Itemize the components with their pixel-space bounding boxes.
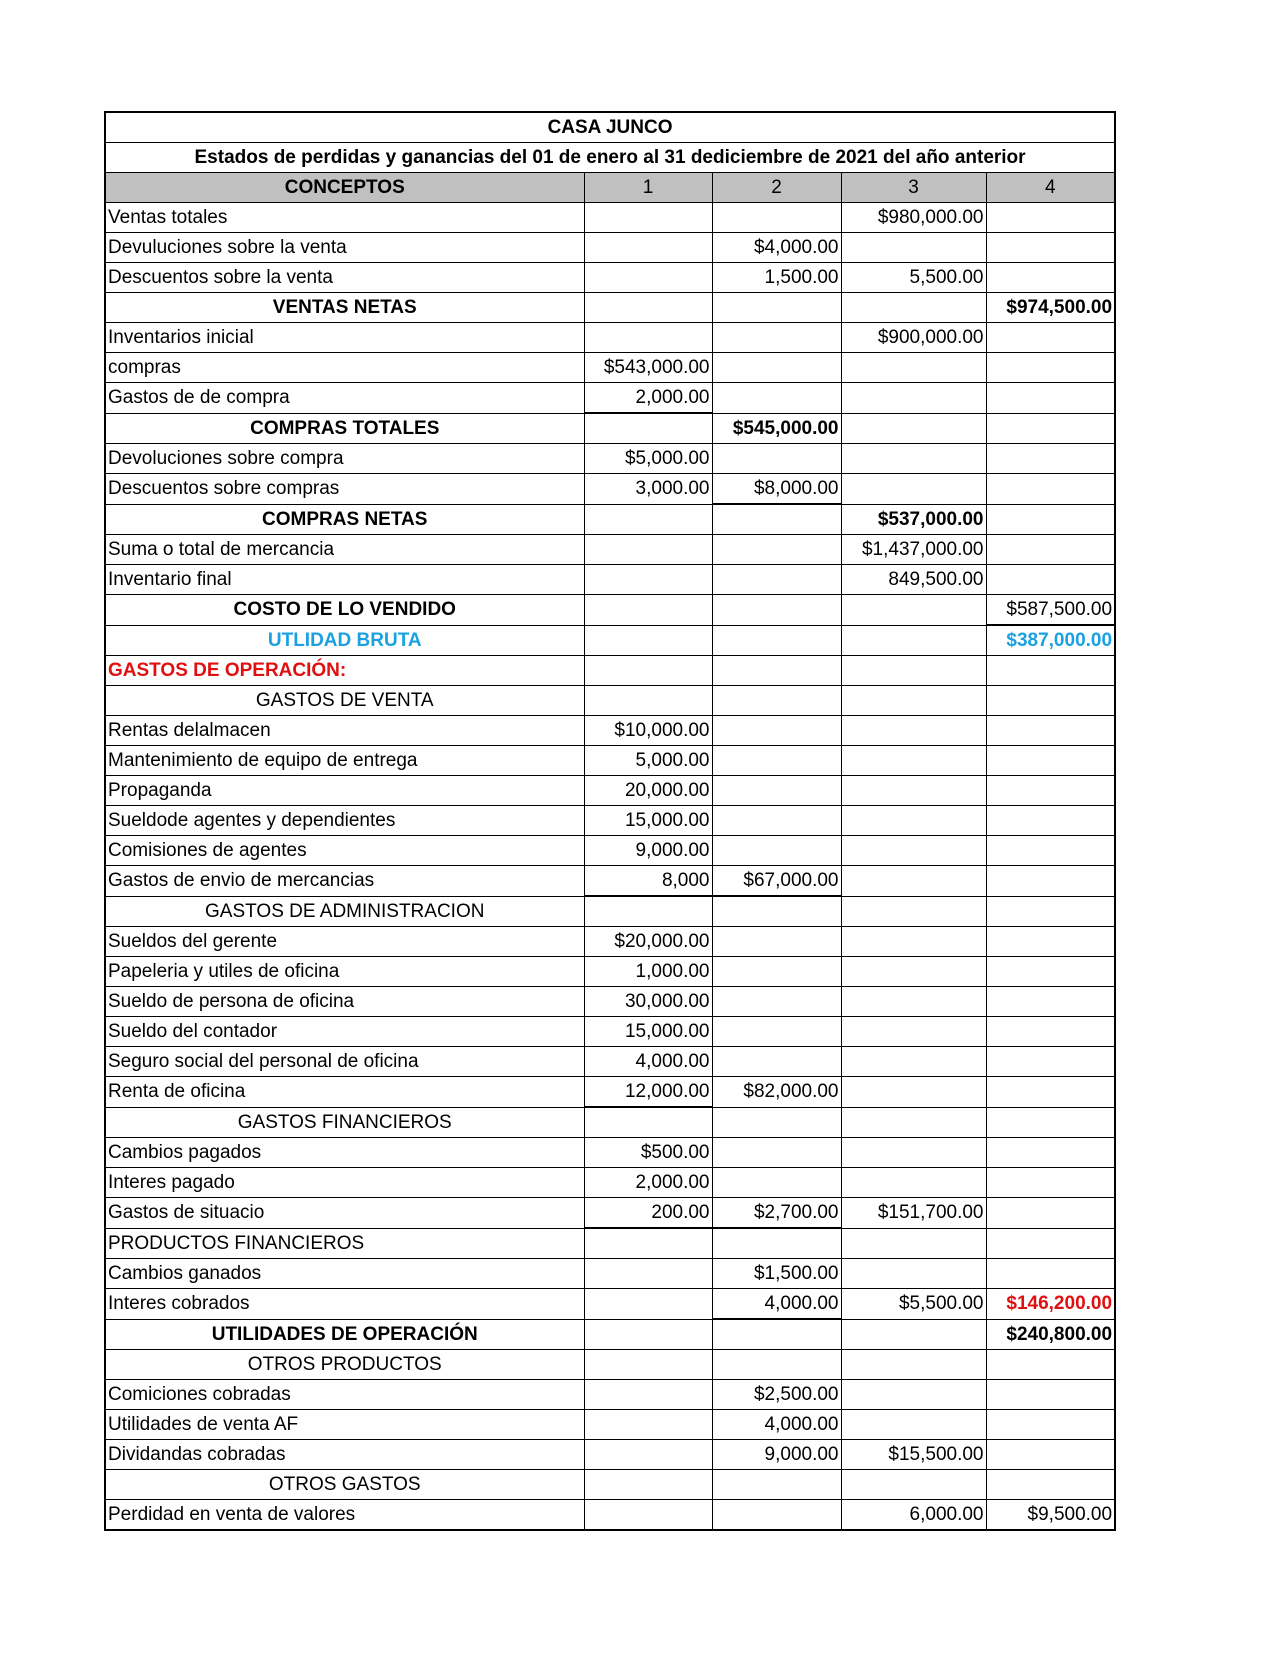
- amount-cell-col1[interactable]: $20,000.00: [584, 927, 712, 957]
- table-row: [105, 1470, 1115, 1500]
- concept-cell[interactable]: COSTO DE LO VENDIDO: [105, 595, 584, 626]
- amount-cell-col3[interactable]: [841, 927, 986, 957]
- concept-cell[interactable]: COMPRAS TOTALES: [105, 413, 584, 444]
- amount-cell-col1[interactable]: 2,000.00: [584, 1168, 712, 1198]
- amount-cell-col2[interactable]: $4,000.00: [712, 233, 841, 263]
- table-row: [105, 1077, 1115, 1108]
- table-row: [105, 1017, 1115, 1047]
- amount-cell-col1[interactable]: 20,000.00: [584, 776, 712, 806]
- table-row: [105, 866, 1115, 897]
- concept-cell[interactable]: Sueldo de persona de oficina: [105, 987, 584, 1017]
- table-row: [105, 353, 1115, 383]
- concept-cell[interactable]: OTROS PRODUCTOS: [105, 1350, 584, 1380]
- table-row: [105, 836, 1115, 866]
- table-row: [105, 1138, 1115, 1168]
- table-row: [105, 1228, 1115, 1259]
- amount-cell-col2[interactable]: [712, 383, 841, 414]
- column-header-4[interactable]: 4: [986, 173, 1115, 203]
- amount-cell-col4[interactable]: [986, 474, 1115, 505]
- amount-cell-col4[interactable]: [986, 927, 1115, 957]
- table-row: [105, 203, 1115, 233]
- table-row: [105, 1289, 1115, 1320]
- amount-cell-col2[interactable]: $2,500.00: [712, 1380, 841, 1410]
- table-row: [105, 686, 1115, 716]
- amount-cell-col4[interactable]: [986, 1410, 1115, 1440]
- column-header-2[interactable]: 2: [712, 173, 841, 203]
- amount-cell-col3[interactable]: [841, 776, 986, 806]
- table-row: [105, 293, 1115, 323]
- amount-cell-col2[interactable]: [712, 203, 841, 233]
- amount-cell-col3[interactable]: [841, 444, 986, 474]
- amount-cell-col4[interactable]: [986, 746, 1115, 776]
- column-header-conceptos[interactable]: CONCEPTOS: [105, 173, 584, 203]
- table-row: [105, 1410, 1115, 1440]
- amount-cell-col2[interactable]: [712, 1047, 841, 1077]
- amount-cell-col2[interactable]: [712, 293, 841, 323]
- amount-cell-col2[interactable]: [712, 565, 841, 595]
- amount-cell-col4[interactable]: [986, 1138, 1115, 1168]
- amount-cell-col2[interactable]: [712, 444, 841, 474]
- amount-cell-col1[interactable]: [584, 535, 712, 565]
- amount-cell-col3[interactable]: [841, 625, 986, 656]
- amount-cell-col2[interactable]: $67,000.00: [712, 866, 841, 897]
- amount-cell-col4[interactable]: [986, 716, 1115, 746]
- concept-cell[interactable]: Utilidades de venta AF: [105, 1410, 584, 1440]
- amount-cell-col1[interactable]: 15,000.00: [584, 806, 712, 836]
- amount-cell-col4[interactable]: [986, 1259, 1115, 1289]
- table-row: [105, 1380, 1115, 1410]
- amount-cell-col2[interactable]: 4,000.00: [712, 1410, 841, 1440]
- amount-cell-col4[interactable]: [986, 444, 1115, 474]
- amount-cell-col4[interactable]: [986, 1107, 1115, 1138]
- amount-cell-col3[interactable]: [841, 1380, 986, 1410]
- amount-cell-col1[interactable]: [584, 896, 712, 927]
- amount-cell-col1[interactable]: [584, 323, 712, 353]
- amount-cell-col4[interactable]: $387,000.00: [986, 625, 1115, 656]
- amount-cell-col4[interactable]: [986, 1470, 1115, 1500]
- concept-cell[interactable]: Ventas totales: [105, 203, 584, 233]
- amount-cell-col2[interactable]: [712, 656, 841, 686]
- amount-cell-col3[interactable]: 6,000.00: [841, 1500, 986, 1531]
- amount-cell-col1[interactable]: [584, 1319, 712, 1350]
- concept-cell[interactable]: Interes cobrados: [105, 1289, 584, 1320]
- amount-cell-col1[interactable]: [584, 656, 712, 686]
- amount-cell-col2[interactable]: [712, 1350, 841, 1380]
- table-row: [105, 444, 1115, 474]
- amount-cell-col4[interactable]: [986, 504, 1115, 535]
- amount-cell-col2[interactable]: [712, 1228, 841, 1259]
- amount-cell-col4[interactable]: [986, 383, 1115, 414]
- amount-cell-col4[interactable]: [986, 1077, 1115, 1108]
- amount-cell-col2[interactable]: [712, 595, 841, 626]
- amount-cell-col2[interactable]: 1,500.00: [712, 263, 841, 293]
- amount-cell-col1[interactable]: [584, 1440, 712, 1470]
- amount-cell-col3[interactable]: [841, 353, 986, 383]
- amount-cell-col4[interactable]: [986, 866, 1115, 897]
- amount-cell-col1[interactable]: 30,000.00: [584, 987, 712, 1017]
- table-row: [105, 776, 1115, 806]
- amount-cell-col3[interactable]: [841, 836, 986, 866]
- amount-cell-col4[interactable]: [986, 1198, 1115, 1229]
- table-row: [105, 1198, 1115, 1229]
- concept-cell[interactable]: Descuentos sobre compras: [105, 474, 584, 505]
- amount-cell-col3[interactable]: [841, 595, 986, 626]
- amount-cell-col1[interactable]: 1,000.00: [584, 957, 712, 987]
- concept-cell[interactable]: Gastos de de compra: [105, 383, 584, 414]
- amount-cell-col4[interactable]: [986, 1440, 1115, 1470]
- amount-cell-col3[interactable]: $1,437,000.00: [841, 535, 986, 565]
- amount-cell-col3[interactable]: [841, 1470, 986, 1500]
- amount-cell-col1[interactable]: [584, 1470, 712, 1500]
- concept-cell[interactable]: Descuentos sobre la venta: [105, 263, 584, 293]
- amount-cell-col1[interactable]: [584, 1259, 712, 1289]
- amount-cell-col3[interactable]: $151,700.00: [841, 1198, 986, 1229]
- amount-cell-col1[interactable]: [584, 504, 712, 535]
- amount-cell-col3[interactable]: [841, 474, 986, 505]
- concept-cell[interactable]: Interes pagado: [105, 1168, 584, 1198]
- amount-cell-col2[interactable]: [712, 927, 841, 957]
- amount-cell-col2[interactable]: [712, 1138, 841, 1168]
- table-row: [105, 625, 1115, 656]
- amount-cell-col4[interactable]: [986, 1350, 1115, 1380]
- concept-cell[interactable]: Rentas delalmacen: [105, 716, 584, 746]
- concept-cell[interactable]: Sueldos del gerente: [105, 927, 584, 957]
- amount-cell-col3[interactable]: [841, 413, 986, 444]
- table-row: [105, 1168, 1115, 1198]
- amount-cell-col3[interactable]: [841, 1138, 986, 1168]
- amount-cell-col2[interactable]: [712, 535, 841, 565]
- amount-cell-col3[interactable]: [841, 383, 986, 414]
- amount-cell-col4[interactable]: [986, 957, 1115, 987]
- amount-cell-col2[interactable]: $1,500.00: [712, 1259, 841, 1289]
- amount-cell-col2[interactable]: [712, 806, 841, 836]
- amount-cell-col4[interactable]: [986, 686, 1115, 716]
- concept-cell[interactable]: GASTOS DE ADMINISTRACION: [105, 896, 584, 927]
- concept-cell[interactable]: Devuluciones sobre la venta: [105, 233, 584, 263]
- amount-cell-col1[interactable]: [584, 413, 712, 444]
- amount-cell-col1[interactable]: $5,000.00: [584, 444, 712, 474]
- amount-cell-col2[interactable]: [712, 323, 841, 353]
- amount-cell-col3[interactable]: [841, 1259, 986, 1289]
- concept-cell[interactable]: GASTOS FINANCIEROS: [105, 1107, 584, 1138]
- amount-cell-col3[interactable]: [841, 1228, 986, 1259]
- concept-cell[interactable]: Gastos de situacio: [105, 1198, 584, 1229]
- amount-cell-col2[interactable]: [712, 1470, 841, 1500]
- concept-cell[interactable]: Inventario final: [105, 565, 584, 595]
- amount-cell-col3[interactable]: [841, 1017, 986, 1047]
- amount-cell-col2[interactable]: 9,000.00: [712, 1440, 841, 1470]
- table-row: [105, 716, 1115, 746]
- amount-cell-col2[interactable]: 4,000.00: [712, 1289, 841, 1320]
- statement-title[interactable]: CASA JUNCO: [105, 112, 1115, 143]
- amount-cell-col2[interactable]: [712, 1500, 841, 1531]
- amount-cell-col2[interactable]: $8,000.00: [712, 474, 841, 505]
- amount-cell-col3[interactable]: [841, 656, 986, 686]
- table-row: [105, 1107, 1115, 1138]
- amount-cell-col1[interactable]: [584, 1500, 712, 1531]
- amount-cell-col1[interactable]: $500.00: [584, 1138, 712, 1168]
- amount-cell-col1[interactable]: 8,000: [584, 866, 712, 897]
- amount-cell-col1[interactable]: [584, 686, 712, 716]
- concept-cell[interactable]: VENTAS NETAS: [105, 293, 584, 323]
- amount-cell-col1[interactable]: [584, 203, 712, 233]
- table-row: [105, 927, 1115, 957]
- amount-cell-col3[interactable]: [841, 957, 986, 987]
- amount-cell-col3[interactable]: [841, 1410, 986, 1440]
- amount-cell-col3[interactable]: $900,000.00: [841, 323, 986, 353]
- amount-cell-col4[interactable]: [986, 565, 1115, 595]
- amount-cell-col3[interactable]: [841, 806, 986, 836]
- amount-cell-col1[interactable]: 2,000.00: [584, 383, 712, 414]
- concept-cell[interactable]: Cambios pagados: [105, 1138, 584, 1168]
- concept-cell[interactable]: GASTOS DE VENTA: [105, 686, 584, 716]
- table-row: [105, 1259, 1115, 1289]
- amount-cell-col3[interactable]: [841, 1107, 986, 1138]
- amount-cell-col4[interactable]: $146,200.00: [986, 1289, 1115, 1320]
- amount-cell-col3[interactable]: [841, 233, 986, 263]
- concept-cell[interactable]: Comisiones de agentes: [105, 836, 584, 866]
- amount-cell-col2[interactable]: [712, 836, 841, 866]
- amount-cell-col2[interactable]: $2,700.00: [712, 1198, 841, 1229]
- amount-cell-col2[interactable]: [712, 1107, 841, 1138]
- amount-cell-col2[interactable]: $82,000.00: [712, 1077, 841, 1108]
- concept-cell[interactable]: GASTOS DE OPERACIÓN:: [105, 656, 584, 686]
- amount-cell-col2[interactable]: [712, 746, 841, 776]
- concept-cell[interactable]: Mantenimiento de equipo de entrega: [105, 746, 584, 776]
- concept-cell[interactable]: UTILIDADES DE OPERACIÓN: [105, 1319, 584, 1350]
- amount-cell-col2[interactable]: [712, 776, 841, 806]
- concept-cell[interactable]: Devoluciones sobre compra: [105, 444, 584, 474]
- amount-cell-col4[interactable]: $9,500.00: [986, 1500, 1115, 1531]
- table-row: [105, 1350, 1115, 1380]
- amount-cell-col3[interactable]: [841, 1319, 986, 1350]
- table-row: [105, 383, 1115, 414]
- column-header-3[interactable]: 3: [841, 173, 986, 203]
- amount-cell-col3[interactable]: [841, 987, 986, 1017]
- amount-cell-col3[interactable]: [841, 746, 986, 776]
- table-row: [105, 323, 1115, 353]
- concept-cell[interactable]: Inventarios inicial: [105, 323, 584, 353]
- amount-cell-col1[interactable]: $10,000.00: [584, 716, 712, 746]
- amount-cell-col3[interactable]: $15,500.00: [841, 1440, 986, 1470]
- amount-cell-col2[interactable]: [712, 987, 841, 1017]
- amount-cell-col2[interactable]: [712, 625, 841, 656]
- amount-cell-col1[interactable]: [584, 625, 712, 656]
- statement-subtitle[interactable]: Estados de perdidas y ganancias del 01 de enero al 31 dediciembre de 2021 del año anterior: [105, 143, 1115, 173]
- amount-cell-col3[interactable]: 849,500.00: [841, 565, 986, 595]
- amount-cell-col3[interactable]: 5,500.00: [841, 263, 986, 293]
- amount-cell-col1[interactable]: [584, 1350, 712, 1380]
- amount-cell-col1[interactable]: [584, 1380, 712, 1410]
- concept-cell[interactable]: PRODUCTOS FINANCIEROS: [105, 1228, 584, 1259]
- amount-cell-col1[interactable]: 200.00: [584, 1198, 712, 1229]
- concept-cell[interactable]: COMPRAS NETAS: [105, 504, 584, 535]
- amount-cell-col4[interactable]: [986, 806, 1115, 836]
- concept-cell[interactable]: Comiciones cobradas: [105, 1380, 584, 1410]
- amount-cell-col4[interactable]: [986, 1380, 1115, 1410]
- amount-cell-col3[interactable]: [841, 1168, 986, 1198]
- amount-cell-col4[interactable]: [986, 203, 1115, 233]
- concept-cell[interactable]: Gastos de envio de mercancias: [105, 866, 584, 897]
- amount-cell-col1[interactable]: 15,000.00: [584, 1017, 712, 1047]
- concept-cell[interactable]: Propaganda: [105, 776, 584, 806]
- table-row: [105, 987, 1115, 1017]
- amount-cell-col1[interactable]: 4,000.00: [584, 1047, 712, 1077]
- table-row: [105, 957, 1115, 987]
- table-row: [105, 565, 1115, 595]
- amount-cell-col3[interactable]: [841, 716, 986, 746]
- amount-cell-col2[interactable]: [712, 504, 841, 535]
- table-row: [105, 1319, 1115, 1350]
- table-row: [105, 1500, 1115, 1531]
- concept-cell[interactable]: Perdidad en venta de valores: [105, 1500, 584, 1531]
- amount-cell-col4[interactable]: [986, 896, 1115, 927]
- amount-cell-col1[interactable]: [584, 233, 712, 263]
- amount-cell-col4[interactable]: [986, 987, 1115, 1017]
- amount-cell-col3[interactable]: [841, 896, 986, 927]
- amount-cell-col2[interactable]: [712, 716, 841, 746]
- amount-cell-col4[interactable]: [986, 1047, 1115, 1077]
- amount-cell-col3[interactable]: [841, 293, 986, 323]
- amount-cell-col1[interactable]: [584, 263, 712, 293]
- amount-cell-col3[interactable]: $5,500.00: [841, 1289, 986, 1320]
- amount-cell-col3[interactable]: $980,000.00: [841, 203, 986, 233]
- amount-cell-col4[interactable]: [986, 776, 1115, 806]
- amount-cell-col4[interactable]: [986, 656, 1115, 686]
- amount-cell-col2[interactable]: [712, 896, 841, 927]
- concept-cell[interactable]: Seguro social del personal de oficina: [105, 1047, 584, 1077]
- amount-cell-col4[interactable]: $974,500.00: [986, 293, 1115, 323]
- amount-cell-col2[interactable]: [712, 353, 841, 383]
- amount-cell-col1[interactable]: [584, 1228, 712, 1259]
- table-row: [105, 656, 1115, 686]
- amount-cell-col4[interactable]: [986, 535, 1115, 565]
- table-row: [105, 263, 1115, 293]
- amount-cell-col4[interactable]: [986, 1168, 1115, 1198]
- table-row: [105, 896, 1115, 927]
- amount-cell-col2[interactable]: [712, 1168, 841, 1198]
- amount-cell-col1[interactable]: $543,000.00: [584, 353, 712, 383]
- amount-cell-col1[interactable]: [584, 1107, 712, 1138]
- amount-cell-col4[interactable]: $240,800.00: [986, 1319, 1115, 1350]
- table-row: [105, 474, 1115, 505]
- concept-cell[interactable]: Renta de oficina: [105, 1077, 584, 1108]
- amount-cell-col4[interactable]: [986, 1228, 1115, 1259]
- amount-cell-col1[interactable]: [584, 1289, 712, 1320]
- amount-cell-col4[interactable]: [986, 263, 1115, 293]
- amount-cell-col1[interactable]: 9,000.00: [584, 836, 712, 866]
- table-row: [105, 595, 1115, 626]
- concept-cell[interactable]: Suma o total de mercancia: [105, 535, 584, 565]
- amount-cell-col3[interactable]: [841, 1350, 986, 1380]
- amount-cell-col1[interactable]: 12,000.00: [584, 1077, 712, 1108]
- amount-cell-col1[interactable]: 3,000.00: [584, 474, 712, 505]
- concept-cell[interactable]: Sueldo del contador: [105, 1017, 584, 1047]
- concept-cell[interactable]: Cambios ganados: [105, 1259, 584, 1289]
- concept-cell[interactable]: Papeleria y utiles de oficina: [105, 957, 584, 987]
- amount-cell-col1[interactable]: [584, 293, 712, 323]
- amount-cell-col4[interactable]: [986, 1017, 1115, 1047]
- concept-cell[interactable]: UTLIDAD BRUTA: [105, 625, 584, 656]
- concept-cell[interactable]: OTROS GASTOS: [105, 1470, 584, 1500]
- amount-cell-col1[interactable]: [584, 1410, 712, 1440]
- table-row: [105, 233, 1115, 263]
- amount-cell-col3[interactable]: [841, 686, 986, 716]
- amount-cell-col2[interactable]: [712, 1017, 841, 1047]
- concept-cell[interactable]: Dividandas cobradas: [105, 1440, 584, 1470]
- table-row: [105, 1047, 1115, 1077]
- amount-cell-col1[interactable]: [584, 565, 712, 595]
- amount-cell-col4[interactable]: [986, 233, 1115, 263]
- amount-cell-col3[interactable]: $537,000.00: [841, 504, 986, 535]
- column-header-row: [105, 173, 1115, 203]
- amount-cell-col2[interactable]: [712, 957, 841, 987]
- amount-cell-col4[interactable]: [986, 323, 1115, 353]
- amount-cell-col3[interactable]: [841, 1077, 986, 1108]
- amount-cell-col3[interactable]: [841, 866, 986, 897]
- amount-cell-col1[interactable]: [584, 595, 712, 626]
- amount-cell-col1[interactable]: 5,000.00: [584, 746, 712, 776]
- table-row: [105, 504, 1115, 535]
- table-row: [105, 806, 1115, 836]
- amount-cell-col4[interactable]: $587,500.00: [986, 595, 1115, 626]
- column-header-1[interactable]: 1: [584, 173, 712, 203]
- table-row: [105, 413, 1115, 444]
- table-row: [105, 1440, 1115, 1470]
- amount-cell-col2[interactable]: $545,000.00: [712, 413, 841, 444]
- concept-cell[interactable]: Sueldode agentes y dependientes: [105, 806, 584, 836]
- amount-cell-col4[interactable]: [986, 353, 1115, 383]
- income-statement-table: [104, 111, 1116, 1531]
- table-row: [105, 746, 1115, 776]
- subtitle-row: [105, 143, 1115, 173]
- table-row: [105, 535, 1115, 565]
- amount-cell-col4[interactable]: [986, 413, 1115, 444]
- amount-cell-col2[interactable]: [712, 686, 841, 716]
- concept-cell[interactable]: compras: [105, 353, 584, 383]
- amount-cell-col3[interactable]: [841, 1047, 986, 1077]
- amount-cell-col4[interactable]: [986, 836, 1115, 866]
- title-row: [105, 112, 1115, 143]
- amount-cell-col2[interactable]: [712, 1319, 841, 1350]
